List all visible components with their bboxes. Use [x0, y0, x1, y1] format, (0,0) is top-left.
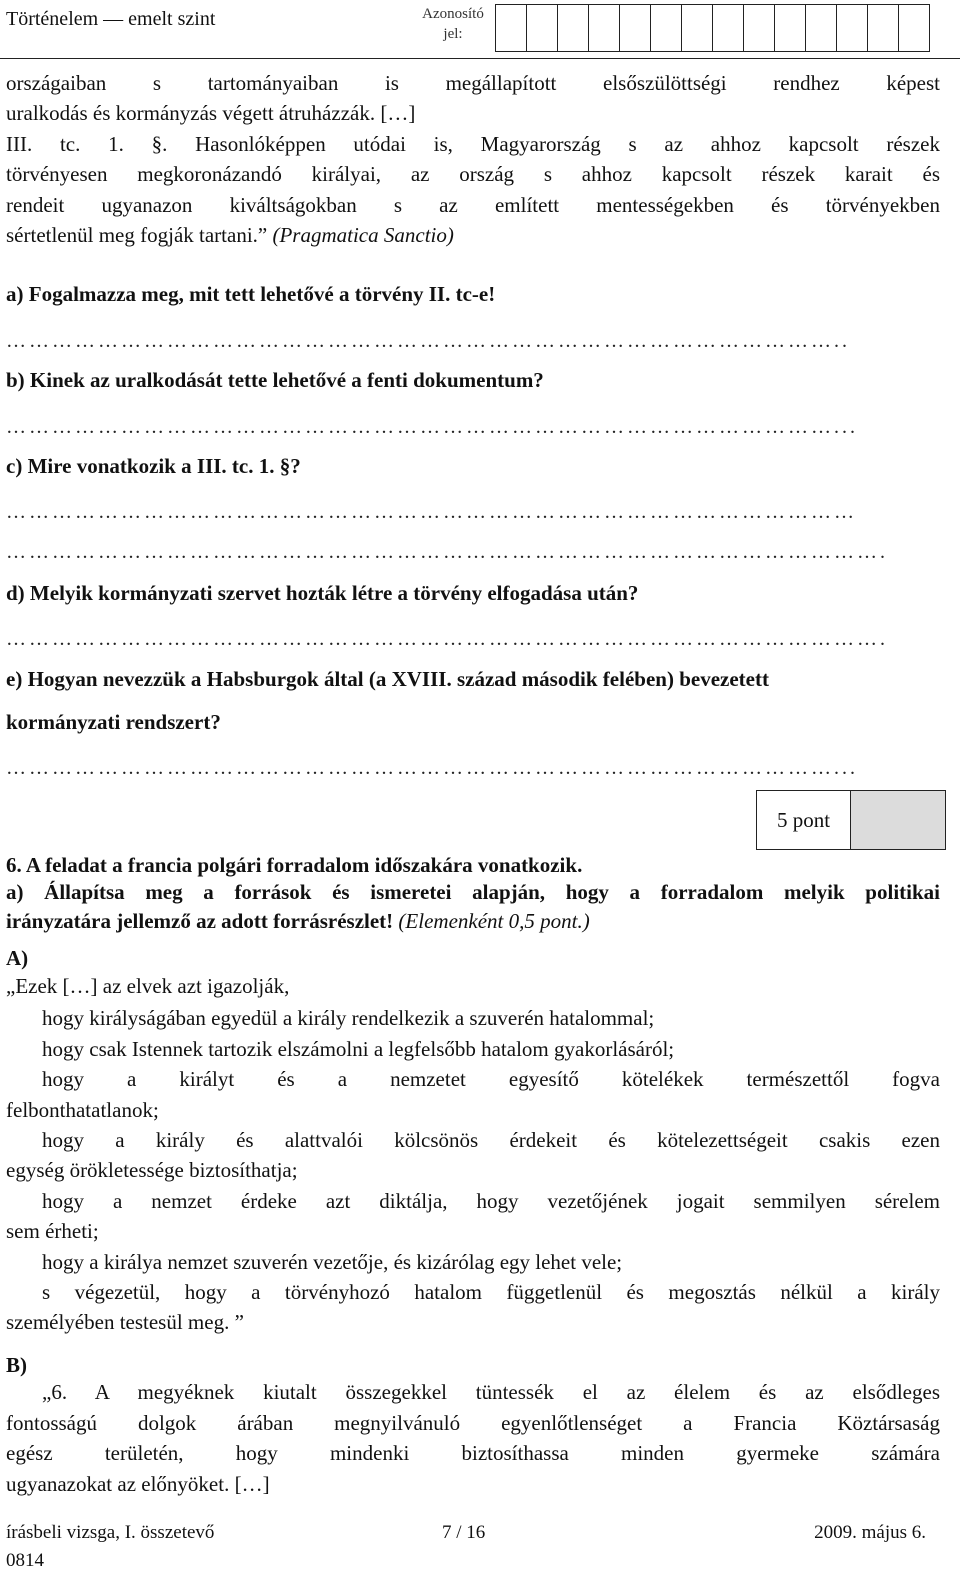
- source-a-line: hogy a királyt és a nemzetet egyesítő kötelékek természettől fogva: [42, 1067, 940, 1091]
- points-box: [756, 790, 946, 850]
- question-b: b) Kinek az uralkodását tette lehetővé a fenti dokumentum?: [6, 368, 544, 392]
- question-d: d) Melyik kormányzati szervet hozták létre a törvény elfogadása után?: [6, 581, 639, 605]
- source-line: III. tc. 1. §. Hasonlóképpen utódai is, Magyarország s az ahhoz kapcsolt részek: [6, 132, 940, 156]
- task6-question: a) Állapítsa meg a források és ismeretei alapján, hogy a forradalom melyik politikai: [6, 880, 940, 904]
- source-b-label: B): [6, 1353, 27, 1377]
- id-label: [420, 4, 486, 44]
- page-number: 7 / 16: [442, 1522, 486, 1543]
- id-box[interactable]: [619, 4, 651, 52]
- source-a-line: egység örökletessége biztosíthatja;: [6, 1158, 298, 1182]
- id-box[interactable]: [836, 4, 868, 52]
- question-e-cont: kormányzati rendszert?: [6, 710, 221, 734]
- answer-line-e[interactable]: ………………………………………………………………………………………………...: [6, 757, 858, 779]
- id-box[interactable]: [650, 4, 682, 52]
- source-b-line: „6. A megyéknek kiutalt összegekkel tüntessék el az élelem és az elsődleges: [42, 1380, 940, 1404]
- source-a-label: A): [6, 946, 29, 970]
- id-box[interactable]: [588, 4, 620, 52]
- source-line: uralkodás és kormányzás végett átruházzák. […]: [6, 101, 416, 125]
- id-box[interactable]: [557, 4, 589, 52]
- task6-question-cont: [6, 906, 940, 936]
- source-a-line: hogy a nemzet érdeke azt diktálja, hogy vezetőjének jogait semmilyen sérelem: [42, 1189, 940, 1213]
- id-box[interactable]: [681, 4, 713, 52]
- source-a-line: „Ezek […] az elvek azt igazolják,: [6, 974, 290, 998]
- source-a-line: hogy a királya nemzet szuverén vezetője, és kizárólag egy lehet vele;: [42, 1250, 623, 1274]
- answer-line-a[interactable]: ………………………………………………………………………………………………..: [6, 330, 850, 352]
- id-box[interactable]: [805, 4, 837, 52]
- id-box[interactable]: [774, 4, 806, 52]
- source-line: rendeit ugyanazon kiváltságokban s az említett mentességekben és törvényekben: [6, 193, 940, 217]
- id-box[interactable]: [867, 4, 899, 52]
- source-a-line: felbonthatatlanok;: [6, 1098, 159, 1122]
- source-line-last: [6, 220, 940, 250]
- points-score-cell[interactable]: [851, 791, 945, 849]
- answer-line-c[interactable]: …………………………………………………………………………………………………….: [6, 541, 888, 563]
- question-a: a) Fogalmazza meg, mit tett lehetővé a törvény II. tc-e!: [6, 282, 496, 306]
- footer-date: 2009. május 6.: [814, 1522, 926, 1543]
- id-box[interactable]: [495, 4, 527, 52]
- id-box[interactable]: [712, 4, 744, 52]
- question-c: c) Mire vonatkozik a III. tc. 1. §?: [6, 454, 301, 478]
- footer-code: 0814: [6, 1550, 44, 1571]
- header-divider: [0, 58, 960, 59]
- id-label-line1: Azonosító: [422, 6, 484, 22]
- task6-scoring-note: (Elemenként 0,5 pont.): [398, 909, 590, 933]
- source-a-line: személyében testesül meg. ”: [6, 1310, 244, 1334]
- id-box[interactable]: [898, 4, 930, 52]
- source-a-line: hogy a király és alattvalói kölcsönös érdekeit és kötelezettségeit csakis ezen: [42, 1128, 940, 1152]
- source-a-line: sem érheti;: [6, 1219, 99, 1243]
- page-header: [0, 0, 960, 56]
- footer-exam-label: írásbeli vizsga, I. összetevő: [6, 1522, 215, 1543]
- source-line: országaiban s tartományaiban is megállapított elsőszülöttségi rendhez képest: [6, 71, 940, 95]
- source-a-line: hogy csak Istennek tartozik elszámolni a legfelsőbb hatalom gyakorlásáról;: [42, 1037, 675, 1061]
- source-b-line: fontosságú dolgok árában megnyilvánuló egyenlőtlenséget a Francia Köztársaság: [6, 1411, 940, 1435]
- id-boxes: [496, 4, 930, 50]
- task6-question-text: irányzatára jellemző az adott forrásrészlet!: [6, 909, 394, 933]
- id-box[interactable]: [526, 4, 558, 52]
- source-b-line: ugyanazokat az előnyöket. […]: [6, 1472, 270, 1496]
- source-line: sértetlenül meg fogják tartani.”: [6, 223, 268, 247]
- source-a-line: hogy királyságában egyedül a király rendelkezik a szuverén hatalommal;: [42, 1006, 655, 1030]
- task6-title: 6. A feladat a francia polgári forradalom időszakára vonatkozik.: [6, 853, 583, 877]
- source-b-line: egész területén, hogy mindenki biztosíthassa minden gyermeke számára: [6, 1441, 940, 1465]
- source-citation: (Pragmatica Sanctio): [272, 223, 454, 247]
- points-label: 5 pont: [757, 791, 851, 849]
- answer-line-c[interactable]: …………………………………………………………………………………………………: [6, 501, 857, 523]
- answer-line-d[interactable]: …………………………………………………………………………………………………….: [6, 628, 888, 650]
- id-box[interactable]: [743, 4, 775, 52]
- question-e: e) Hogyan nevezzük a Habsburgok által (a XVIII. század második felében) bevezetett: [6, 667, 769, 691]
- header-title: Történelem — emelt szint: [6, 8, 216, 30]
- id-label-line2: jel:: [443, 26, 463, 42]
- source-line: törvényesen megkoronázandó királyai, az ország s ahhoz kapcsolt részek karait és: [6, 162, 940, 186]
- source-a-line: s végezetül, hogy a törvényhozó hatalom függetlenül és megosztás nélkül a király: [42, 1280, 940, 1304]
- answer-line-b[interactable]: ………………………………………………………………………………………………...: [6, 416, 858, 438]
